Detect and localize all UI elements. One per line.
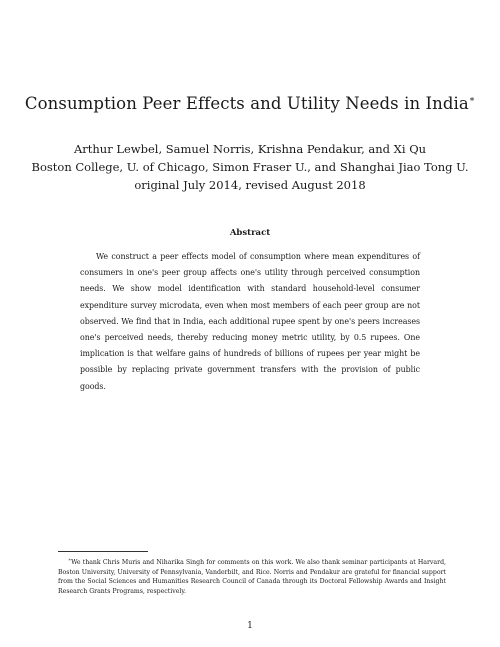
title-footnote-mark: ∗	[468, 95, 476, 105]
footnote-rule	[58, 551, 148, 552]
author-block	[0, 140, 500, 176]
footnote-mark: ∗	[68, 558, 72, 563]
page-number: 1	[247, 621, 253, 631]
footnote-text: We thank Chris Muris and Niharika Singh for comments on this work. We also thank seminar participants at Harvard, Boston University, University of Pennsylvania, Vanderbilt, and Rice. Norris and Pendakur are grateful for financial support from the Social Sciences and Humanities Research Council of Canada through its Doctoral Fellowship Awards and Insight Research Grants Programs, respectively.	[58, 559, 446, 595]
paper-title	[0, 94, 500, 113]
paper-dates: original July 2014, revised August 2018	[134, 178, 366, 192]
author-names: Arthur Lewbel, Samuel Norris, Krishna Pendakur, and Xi Qu	[73, 142, 427, 156]
abstract-body: We construct a peer effects model of consumption where mean expenditures of consumers in one's peer group affects one's utility through perceived consumption needs. We show model identification with standard household-level consumer expenditure survey microdata, even when most members of each peer group are not observed. We find that in India, each additional rupee spent by one's peers increases one's perceived needs, thereby reducing money metric utility, by 0.5 rupees. One implication is that welfare gains of hundreds of billions of rupees per year might be possible by replacing private government transfers with the provision of public goods.	[80, 252, 420, 391]
paper-title-text: Consumption Peer Effects and Utility Needs in India	[24, 94, 469, 113]
title-footnote	[58, 556, 446, 596]
author-affiliations: Boston College, U. of Chicago, Simon Fraser U., and Shanghai Jiao Tong U.	[31, 160, 469, 174]
abstract-heading: Abstract	[229, 228, 271, 238]
